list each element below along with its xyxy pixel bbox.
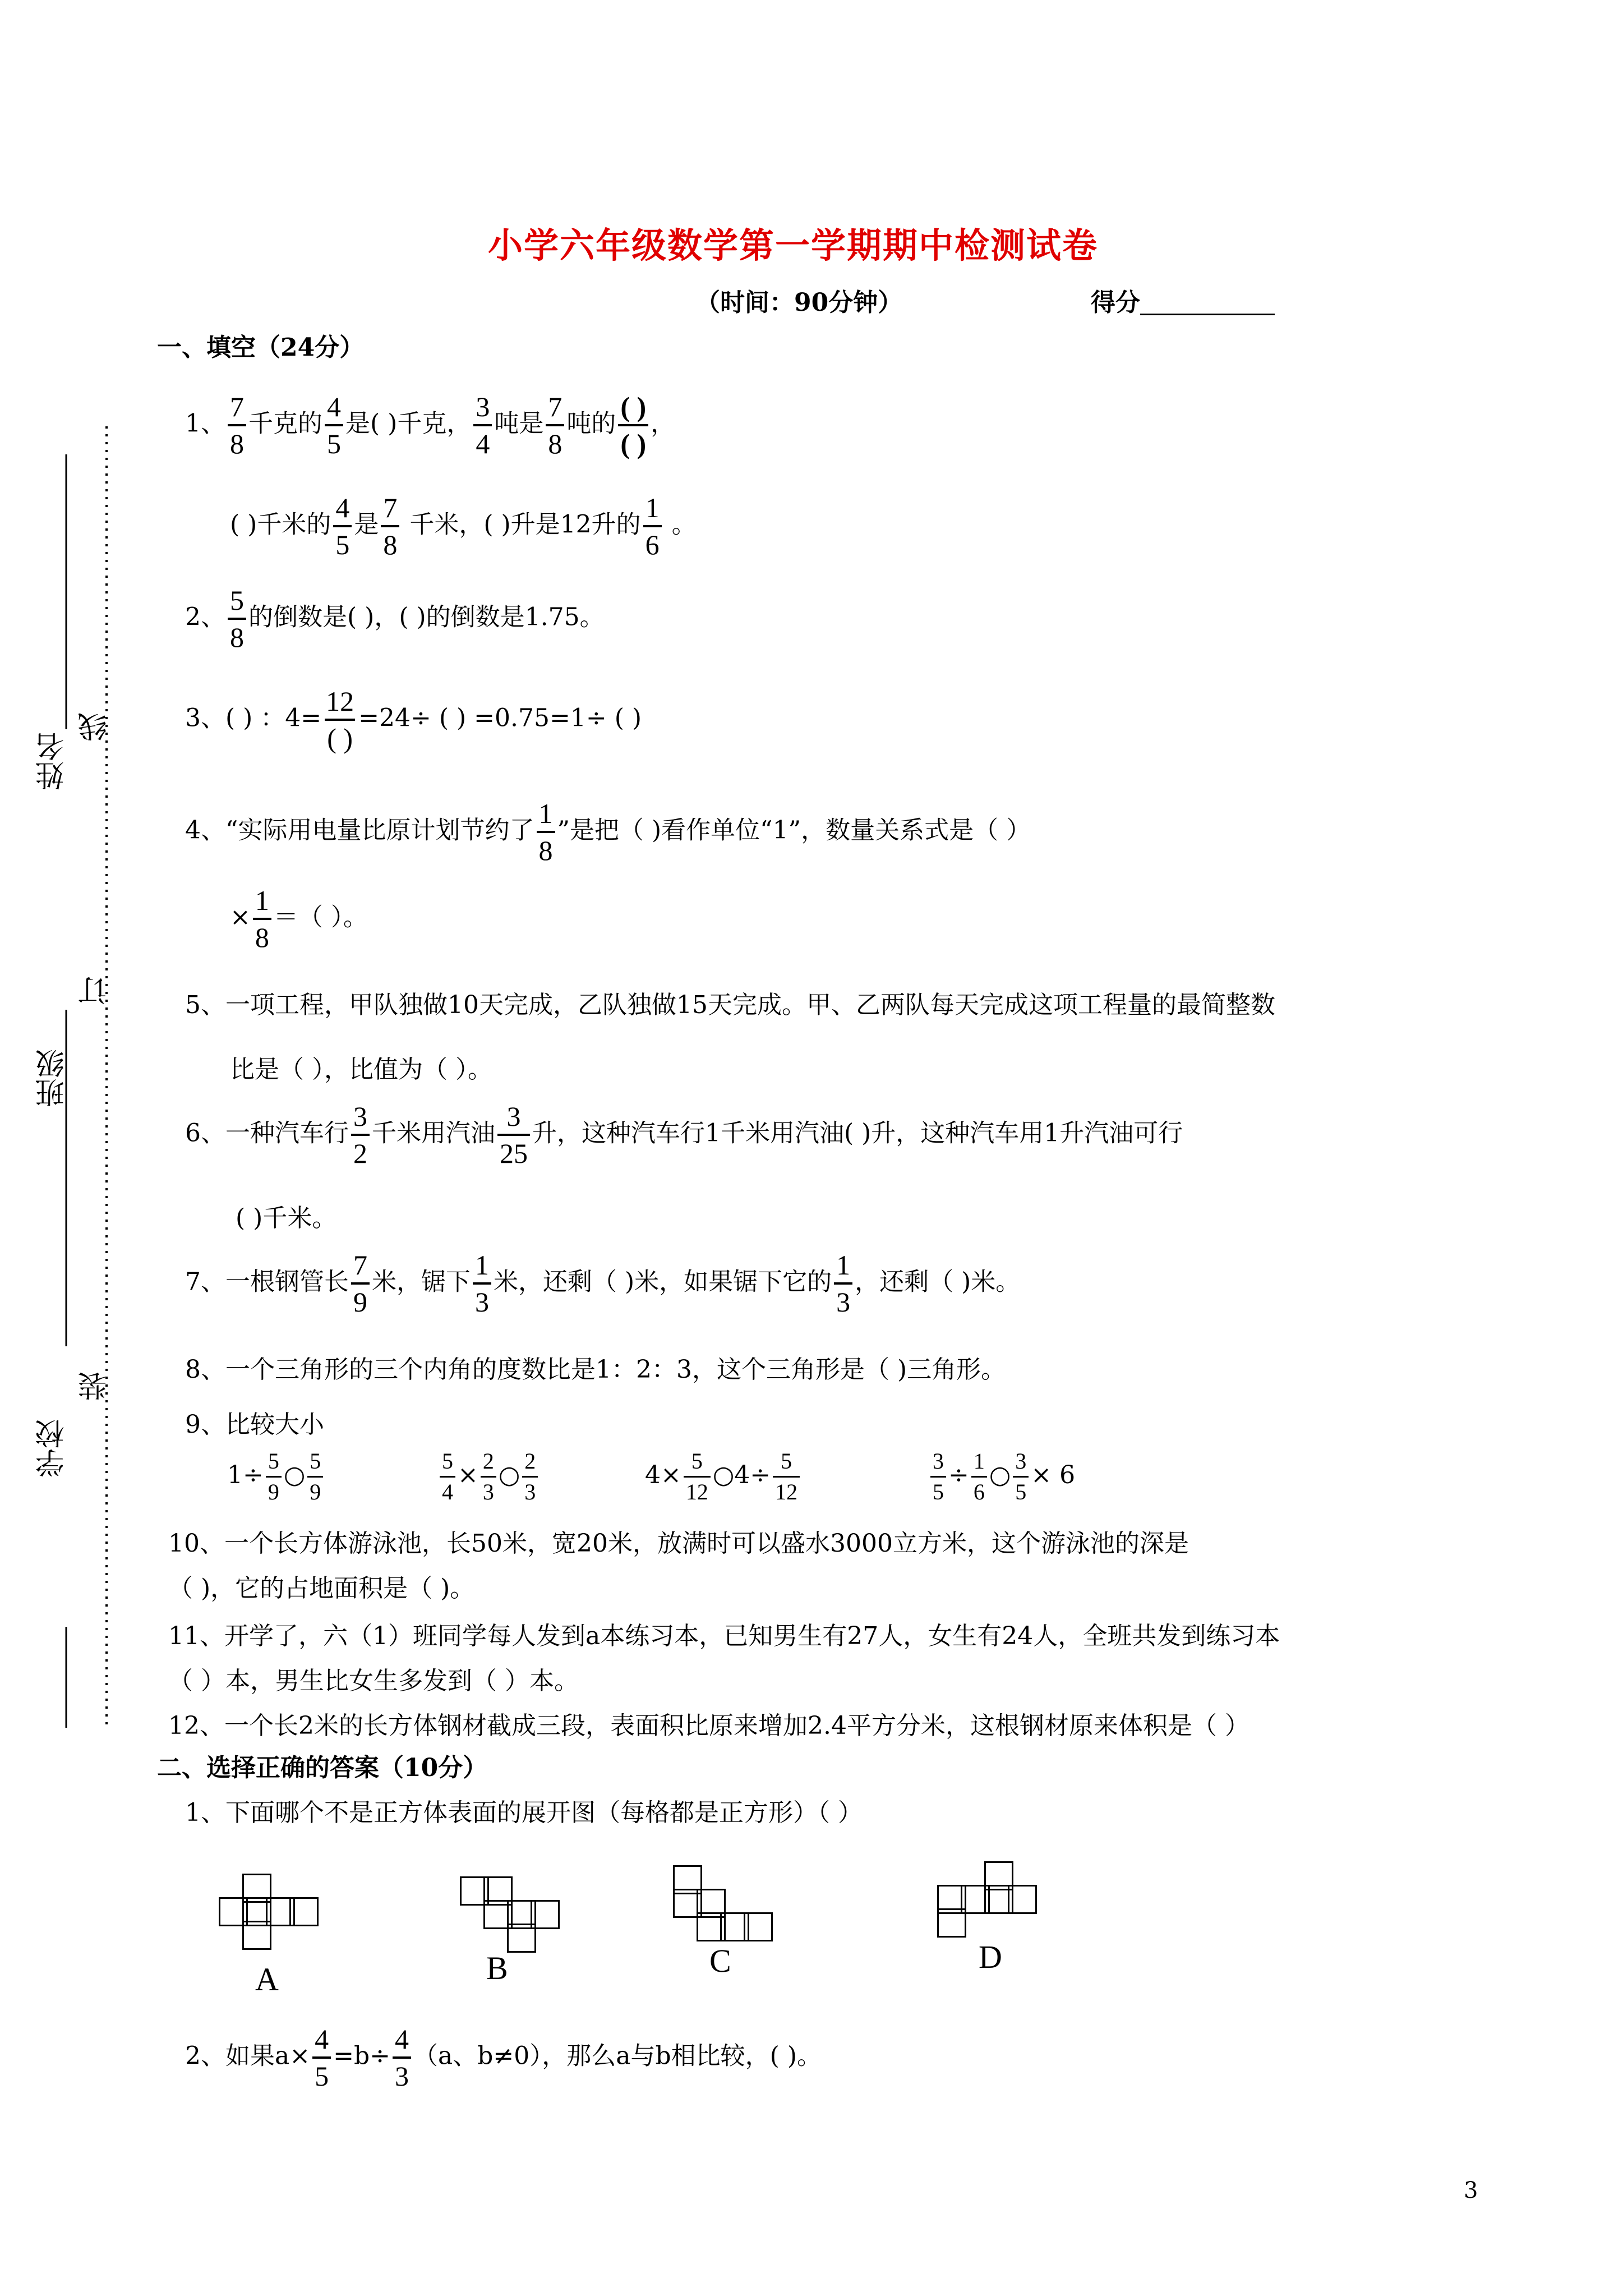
compare-item-1: 1÷ $\frac{5}{9}$ ○ $\frac{5}{9}$ (227, 1450, 325, 1503)
question-12: 12、一个长2米的长方体钢材截成三段，表面积比原来增加2.4平方分米，这根钢材原来体积是（ ） (168, 1711, 1249, 1740)
page-title: 小学六年级数学第一学期期中检测试卷 (488, 225, 1099, 266)
question-5b: 比是（ ），比值为（ ）。 (230, 1055, 492, 1084)
cut-mark-pack: 装 (79, 1372, 112, 1401)
time-limit: （时间：90分钟） (695, 288, 903, 317)
name-label: 姓名 (36, 732, 70, 790)
class-label: 班级 (36, 1049, 70, 1107)
score-label: 得分 (1091, 291, 1275, 315)
school-label: 学校 (36, 1419, 70, 1478)
question-6a: 6、一种汽车行 $\frac{3}{2}$ 千米用汽油 $\frac{3}{25}$ 升，这种汽车行1千米用汽油( )升，这种汽车用1升汽油可行 (185, 1101, 1183, 1169)
option-d: D (979, 1939, 1002, 1975)
section1-heading: 一、填空（24分） (157, 333, 365, 362)
question-11b: （ ）本，男生比女生多发到（ ）本。 (168, 1667, 579, 1695)
option-c: C (709, 1943, 731, 1979)
question-1a: 1、 $\frac{7}{8}$ 千克的 $\frac{4}{5}$ 是( )千克， $\frac{3}{4}$ 吨是 $\frac{7}{8}$ 吨的 $\frac{( )}{( )}$ ， (185, 391, 676, 459)
question-1b: ( )千米的 $\frac{4}{5}$ 是 $\frac{7}{8}$ 千米，( )升是12升的 $\frac{1}{6}$ 。 (230, 492, 697, 560)
choice-question-2: 2、如果a× $\frac{4}{5}$ =b÷ $\frac{4}{3}$ （a、b≠0），那么a与b相比较，( )。 (185, 2023, 822, 2092)
question-4b: × $\frac{1}{8}$ ＝（ ）。 (230, 885, 368, 953)
cut-mark-bind: 订 (79, 976, 112, 1005)
binding-lines (22, 393, 157, 2104)
question-4a: 4、“实际用电量比原计划节约了 $\frac{1}{8}$ ”是把（ )看作单位“1”，数量关系式是（ ） (185, 798, 1031, 866)
question-7: 7、一根钢管长 $\frac{7}{9}$ 米，锯下 $\frac{1}{3}$ 米，还剩（ )米，如果锯下它的 $\frac{1}{3}$ ，还剩（ )米。 (185, 1249, 1021, 1318)
question-2: 2、 $\frac{5}{8}$ 的倒数是( )，( )的倒数是1.75。 (185, 585, 605, 653)
question-11a: 11、开学了，六（1）班同学每人发到a本练习本，已知男生有27人，女生有24人，全班共发到练习本 (168, 1622, 1280, 1650)
choice-question-1: 1、下面哪个不是正方体表面的展开图（每格都是正方形）（ ） (185, 1798, 863, 1827)
compare-item-4: $\frac{3}{5}$ ÷ $\frac{1}{6}$ ○ $\frac{3}{5}$ × 6 (928, 1450, 1075, 1503)
compare-item-2: $\frac{5}{4}$ × $\frac{2}{3}$ ○ $\frac{2}{3}$ (437, 1450, 540, 1503)
question-9-heading: 9、比较大小 (185, 1410, 324, 1439)
question-10a: 10、一个长方体游泳池，长50米，宽20米，放满时可以盛水3000立方米，这个游泳池的深是 (168, 1529, 1189, 1558)
section2-heading: 二、选择正确的答案（10分） (157, 1754, 488, 1782)
option-a: A (255, 1961, 279, 1998)
question-10b: （ )，它的占地面积是（ )。 (168, 1574, 475, 1603)
page-number: 3 (1464, 2178, 1478, 2203)
option-b: B (486, 1950, 508, 1986)
question-6b: ( )千米。 (236, 1204, 337, 1232)
compare-item-3: 4× $\frac{5}{12}$ ○4÷ $\frac{5}{12}$ (645, 1450, 802, 1503)
question-5a: 5、一项工程，甲队独做10天完成，乙队独做15天完成。甲、乙两队每天完成这项工程量的最简整数 (185, 991, 1275, 1019)
question-8: 8、一个三角形的三个内角的度数比是1：2：3，这个三角形是（ )三角形。 (185, 1355, 1006, 1384)
cut-mark-line: 线 (79, 712, 112, 742)
question-3: 3、( ) ：4= $\frac{12}{( )}$ =24÷ ( ) =0.75=1÷ ( ) (185, 685, 642, 754)
